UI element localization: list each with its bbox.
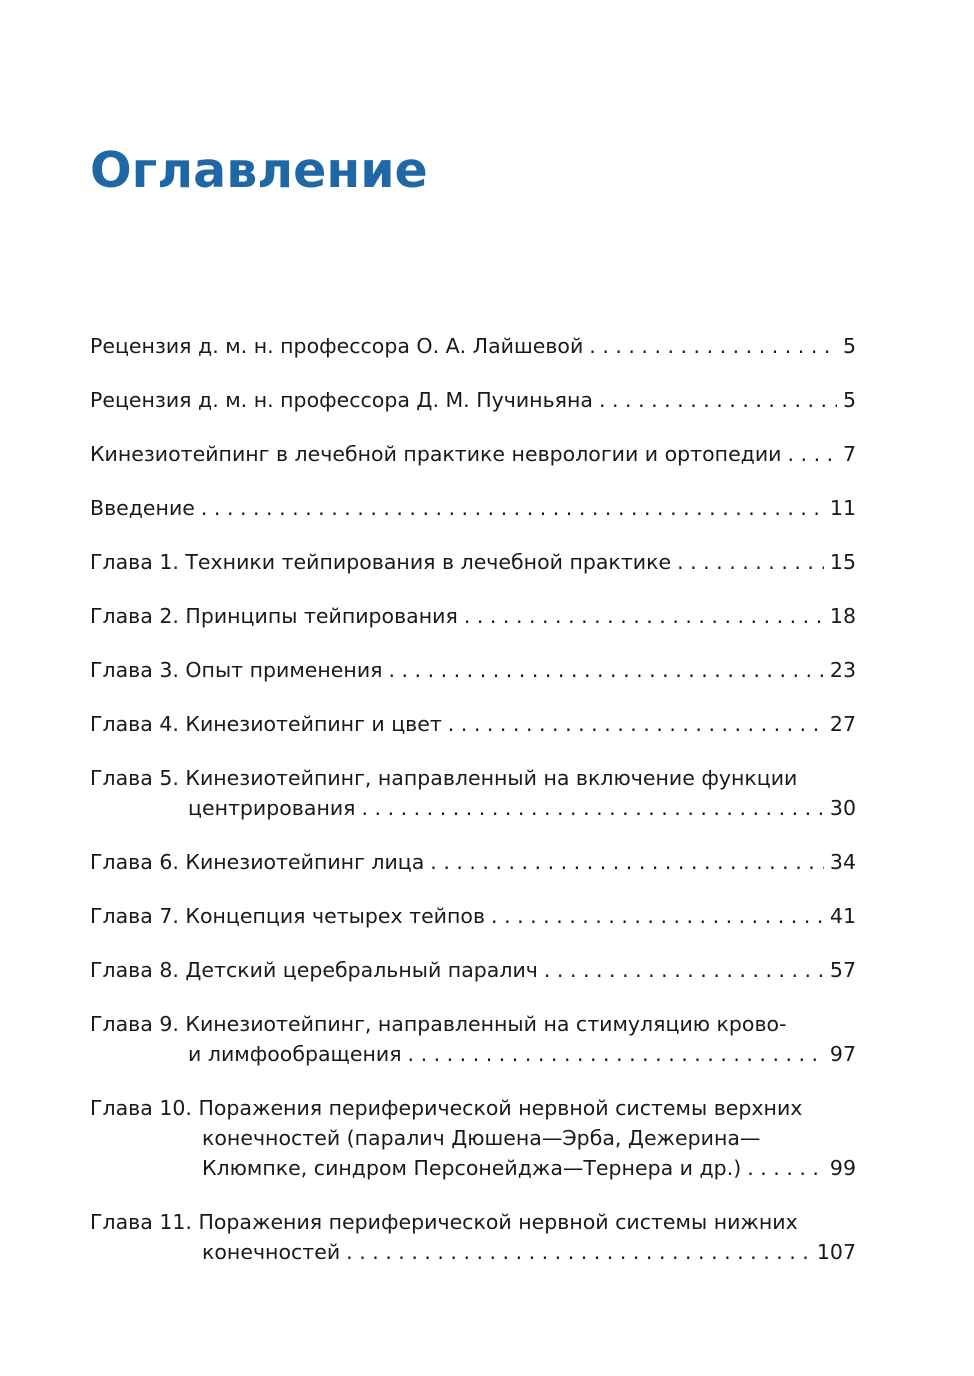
toc-entry-title-continued: конечностей (паралич Дюшена—Эрба, Дежерина— — [202, 1126, 761, 1150]
toc-entry-title: Глава 6. Кинезиотейпинг лица — [90, 850, 425, 874]
page-title: Оглавление — [90, 142, 428, 199]
toc-dot-leader — [362, 793, 824, 823]
toc-entry[interactable] — [90, 655, 856, 685]
toc-entry-title: Кинезиотейпинг в лечебной практике неврологии и ортопедии — [90, 442, 782, 466]
toc-page-number: 97 — [829, 1042, 856, 1066]
toc-entry[interactable] — [90, 709, 856, 739]
toc-page-number: 41 — [829, 904, 856, 928]
toc-entry-title: Рецензия д. м. н. профессора Д. М. Пучиньяна — [90, 388, 593, 412]
toc-entry-title: Введение — [90, 496, 195, 520]
toc-dot-leader — [491, 901, 824, 931]
toc-page-number: 11 — [829, 496, 856, 520]
toc-entry[interactable] — [90, 847, 856, 877]
toc-entry-title: Рецензия д. м. н. профессора О. А. Лайшевой — [90, 334, 584, 358]
toc-entry-title: Глава 10. Поражения периферической нервной системы верхних — [90, 1096, 803, 1120]
toc-dot-leader — [430, 847, 824, 877]
toc-entry-title: Глава 8. Детский церебральный паралич — [90, 958, 538, 982]
toc-dot-leader — [747, 1153, 824, 1183]
toc-page-number: 15 — [829, 550, 856, 574]
toc-page-number: 18 — [829, 604, 856, 628]
toc-page-number: 5 — [842, 334, 856, 358]
toc-dot-leader — [599, 385, 837, 415]
toc-entry-title: Глава 11. Поражения периферической нервной системы нижних — [90, 1210, 798, 1234]
toc-dot-leader — [589, 331, 837, 361]
toc-page-number: 7 — [842, 442, 856, 466]
toc-entry-title: Глава 7. Концепция четырех тейпов — [90, 904, 486, 928]
toc-entry-title: Глава 3. Опыт применения — [90, 658, 383, 682]
toc-entry-title: Глава 5. Кинезиотейпинг, направленный на включение функции — [90, 766, 798, 790]
toc-entry-title-continued: конечностей — [202, 1240, 341, 1264]
toc-entry[interactable] — [90, 493, 856, 523]
toc-dot-leader — [408, 1039, 824, 1069]
toc-entry-title: Глава 4. Кинезиотейпинг и цвет — [90, 712, 442, 736]
toc-entry[interactable] — [90, 1009, 856, 1069]
toc-entry-title-continued: центрирования — [188, 796, 356, 820]
toc-entry[interactable] — [90, 385, 856, 415]
toc-entry-title: Глава 2. Принципы тейпирования — [90, 604, 458, 628]
toc-dot-leader — [388, 655, 823, 685]
toc-page-number: 57 — [829, 958, 856, 982]
toc-entry-title-continued: Клюмпке, синдром Персонейджа—Тернера и др.) — [202, 1156, 742, 1180]
toc-dot-leader — [448, 709, 824, 739]
toc-entry[interactable] — [90, 601, 856, 631]
toc-dot-leader — [544, 955, 824, 985]
toc-dot-leader — [346, 1237, 811, 1267]
toc-page-number: 27 — [829, 712, 856, 736]
toc-entry[interactable] — [90, 439, 856, 469]
toc-entry[interactable] — [90, 901, 856, 931]
toc-page-number: 23 — [829, 658, 856, 682]
toc-entry[interactable] — [90, 955, 856, 985]
toc-dot-leader — [201, 493, 824, 523]
toc-page-number: 107 — [816, 1240, 856, 1264]
toc-entry-title-continued: и лимфообращения — [188, 1042, 402, 1066]
toc-dot-leader — [464, 601, 824, 631]
toc-entry-title: Глава 9. Кинезиотейпинг, направленный на стимуляцию крово- — [90, 1012, 787, 1036]
toc-dot-leader — [788, 439, 837, 469]
toc-entry[interactable] — [90, 547, 856, 577]
toc-page-number: 99 — [829, 1156, 856, 1180]
toc-dot-leader — [677, 547, 824, 577]
toc-entry[interactable] — [90, 763, 856, 823]
toc-page-number: 30 — [829, 796, 856, 820]
toc-entry-title: Глава 1. Техники тейпирования в лечебной практике — [90, 550, 672, 574]
toc-entry[interactable] — [90, 1093, 856, 1183]
table-of-contents — [90, 331, 856, 1291]
toc-page-number: 5 — [842, 388, 856, 412]
toc-page-number: 34 — [829, 850, 856, 874]
toc-entry[interactable] — [90, 1207, 856, 1267]
toc-entry[interactable] — [90, 331, 856, 361]
